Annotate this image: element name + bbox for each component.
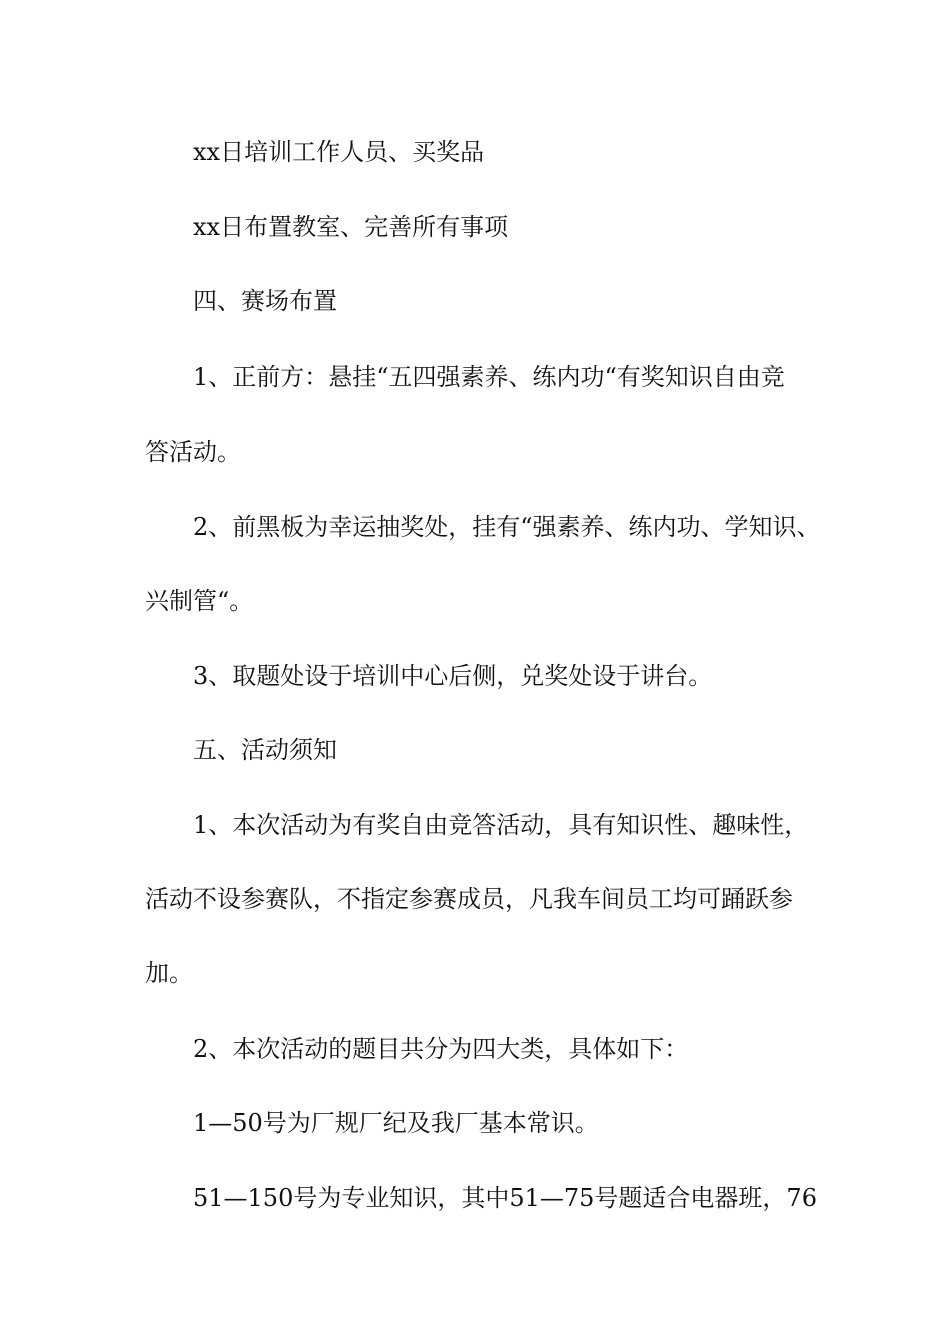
text-line: 答活动。 [145,438,241,466]
text-line: 2、前黑板为幸运抽奖处，挂有“强素养、练内功、学知识、 [193,513,821,541]
text-line: 加。 [145,959,193,987]
text-line: 51—150号为专业知识，其中51—75号题适合电器班，76 [193,1184,817,1212]
text-line: 1—50号为厂规厂纪及我厂基本常识。 [193,1109,599,1137]
text-line: 2、本次活动的题目共分为四大类，具体如下： [193,1035,689,1063]
text-line: xx日布置教室、完善所有事项 [193,213,509,241]
section-heading: 四、赛场布置 [193,287,337,315]
text-line: 活动不设参赛队，不指定参赛成员，凡我车间员工均可踊跃参 [145,885,793,913]
text-line: 3、取题处设于培训中心后侧，兑奖处设于讲台。 [193,662,713,690]
text-line: 1、本次活动为有奖自由竞答活动，具有知识性、趣味性， [193,811,809,839]
text-line: 兴制管“。 [145,587,254,615]
text-line: 1、正前方：悬挂“五四强素养、练内功“有奖知识自由竞 [193,363,785,391]
section-heading: 五、活动须知 [193,736,337,764]
text-line: xx日培训工作人员、买奖品 [193,138,485,166]
